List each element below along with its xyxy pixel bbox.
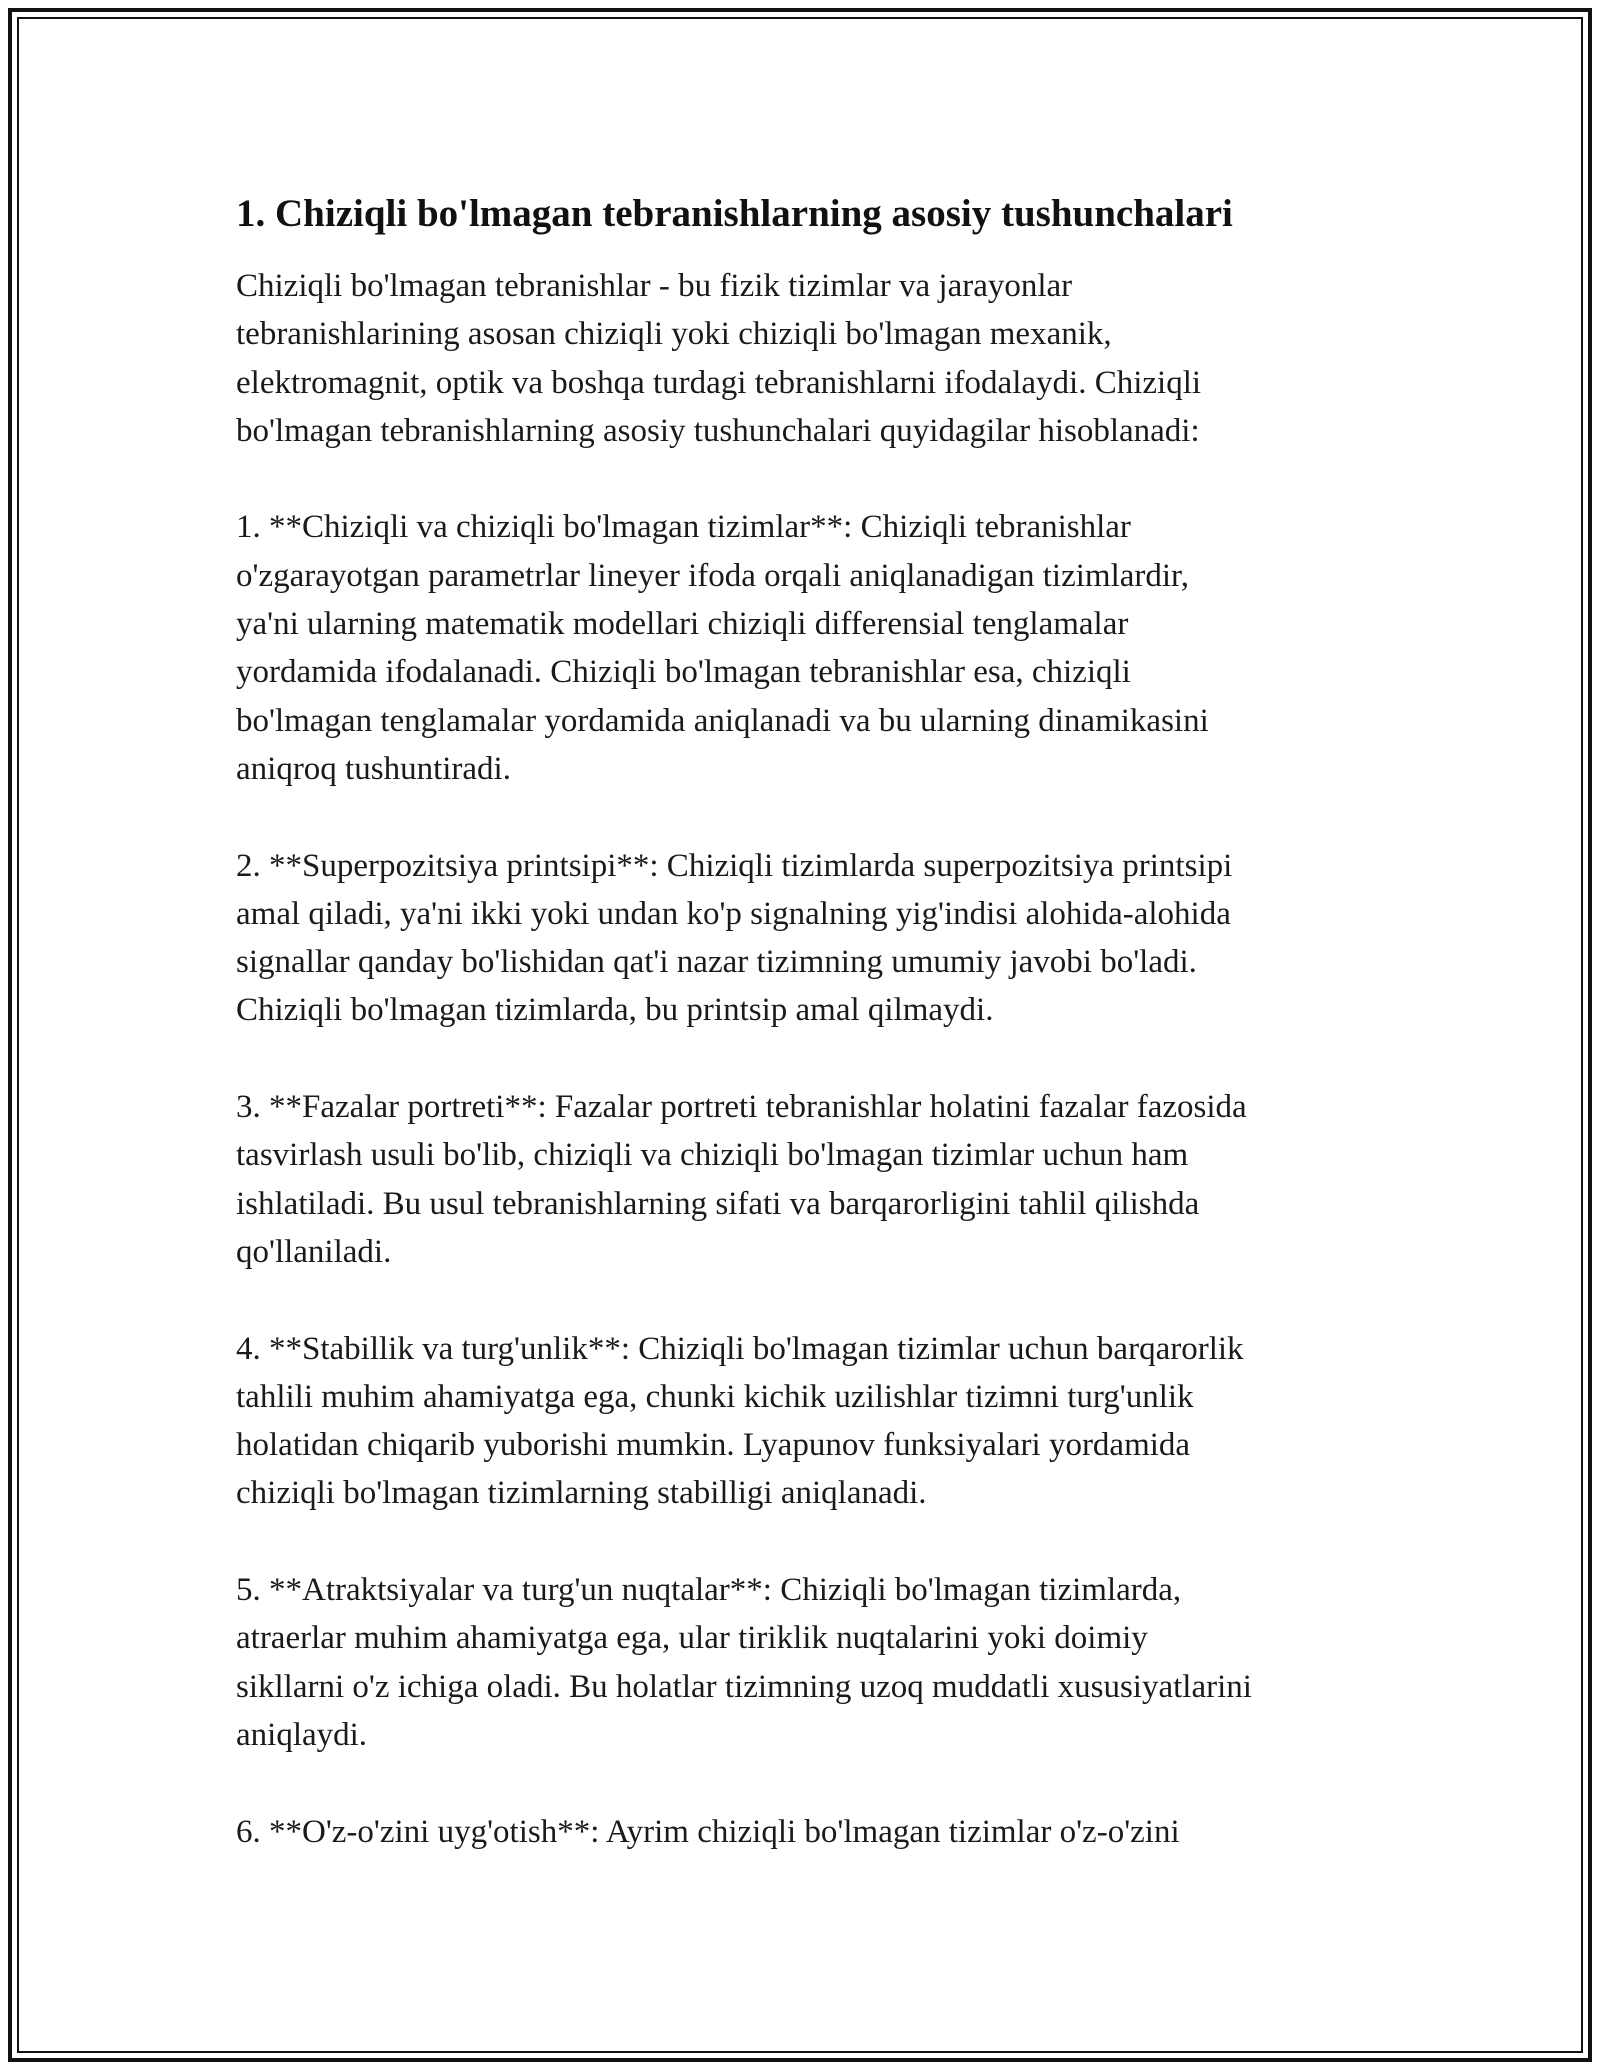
section-heading: 1. Chiziqli bo'lmagan tebranishlarning asosiy tushunchalari	[236, 192, 1233, 235]
list-item-2: 2. **Superpozitsiya printsipi**: Chiziqli tizimlarda superpozitsiya printsipi amal qiladi, ya'ni ikki yoki undan ko'p signalning yig'indisi alohida-alohida signallar qanday bo'lishidan qat'i nazar tizimning umumiy javobi bo'ladi. Chiziqli bo'lmagan tizimlarda, bu printsip amal qilmaydi.	[236, 847, 1233, 1029]
document-body	[236, 186, 1386, 1856]
list-item-4: 4. **Stabillik va turg'unlik**: Chiziqli bo'lmagan tizimlar uchun barqarorlik tahlili muhim ahamiyatga ega, chunki kichik uzilishlar tizimni turg'unlik holatidan chiqarib yuborishi mumkin. Lyapunov funksiyalari yordamida chiziqli bo'lmagan tizimlarning stabilligi aniqlanadi.	[236, 1330, 1244, 1512]
list-item-3: 3. **Fazalar portreti**: Fazalar portreti tebranishlar holatini fazalar fazosida tasvirlash usuli bo'lib, chiziqli va chiziqli bo'lmagan tizimlar uchun ham ishlatiladi. Bu usul tebranishlarning sifati va barqarorligini tahlil qilishda qo'llaniladi.	[236, 1089, 1247, 1270]
list-item-6: 6. **O'z-o'zini uyg'otish**: Ayrim chiziqli bo'lmagan tizimlar o'z-o'zini	[236, 1813, 1180, 1850]
list-item-1: 1. **Chiziqli va chiziqli bo'lmagan tizimlar**: Chiziqli tebranishlar o'zgarayotgan parametrlar lineyer ifoda orqali aniqlanadigan tizimlardir, ya'ni ularning matematik modellari chiziqli differensial tenglamalar yordamida ifodalanadi. Chiziqli bo'lmagan tebranishlar esa, chiziqli bo'lmagan tenglamalar yordamida aniqlanadi va bu ularning dinamikasini aniqroq tushuntiradi.	[236, 509, 1209, 787]
intro-paragraph: Chiziqli bo'lmagan tebranishlar - bu fizik tizimlar va jarayonlar tebranishlarining asosan chiziqli yoki chiziqli bo'lmagan mexanik, elektromagnit, optik va boshqa turdagi tebranishlarni ifodalaydi. Chiziqli bo'lmagan tebranishlarning asosiy tushunchalari quyidagilar hisoblanadi:	[236, 268, 1202, 449]
list-item-5: 5. **Atraktsiyalar va turg'un nuqtalar**: Chiziqli bo'lmagan tizimlarda, atraerlar muhim ahamiyatga ega, ular tiriklik nuqtalarini yoki doimiy sikllarni o'z ichiga oladi. Bu holatlar tizimning uzoq muddatli xususiyatlarini aniqlaydi.	[236, 1572, 1252, 1753]
